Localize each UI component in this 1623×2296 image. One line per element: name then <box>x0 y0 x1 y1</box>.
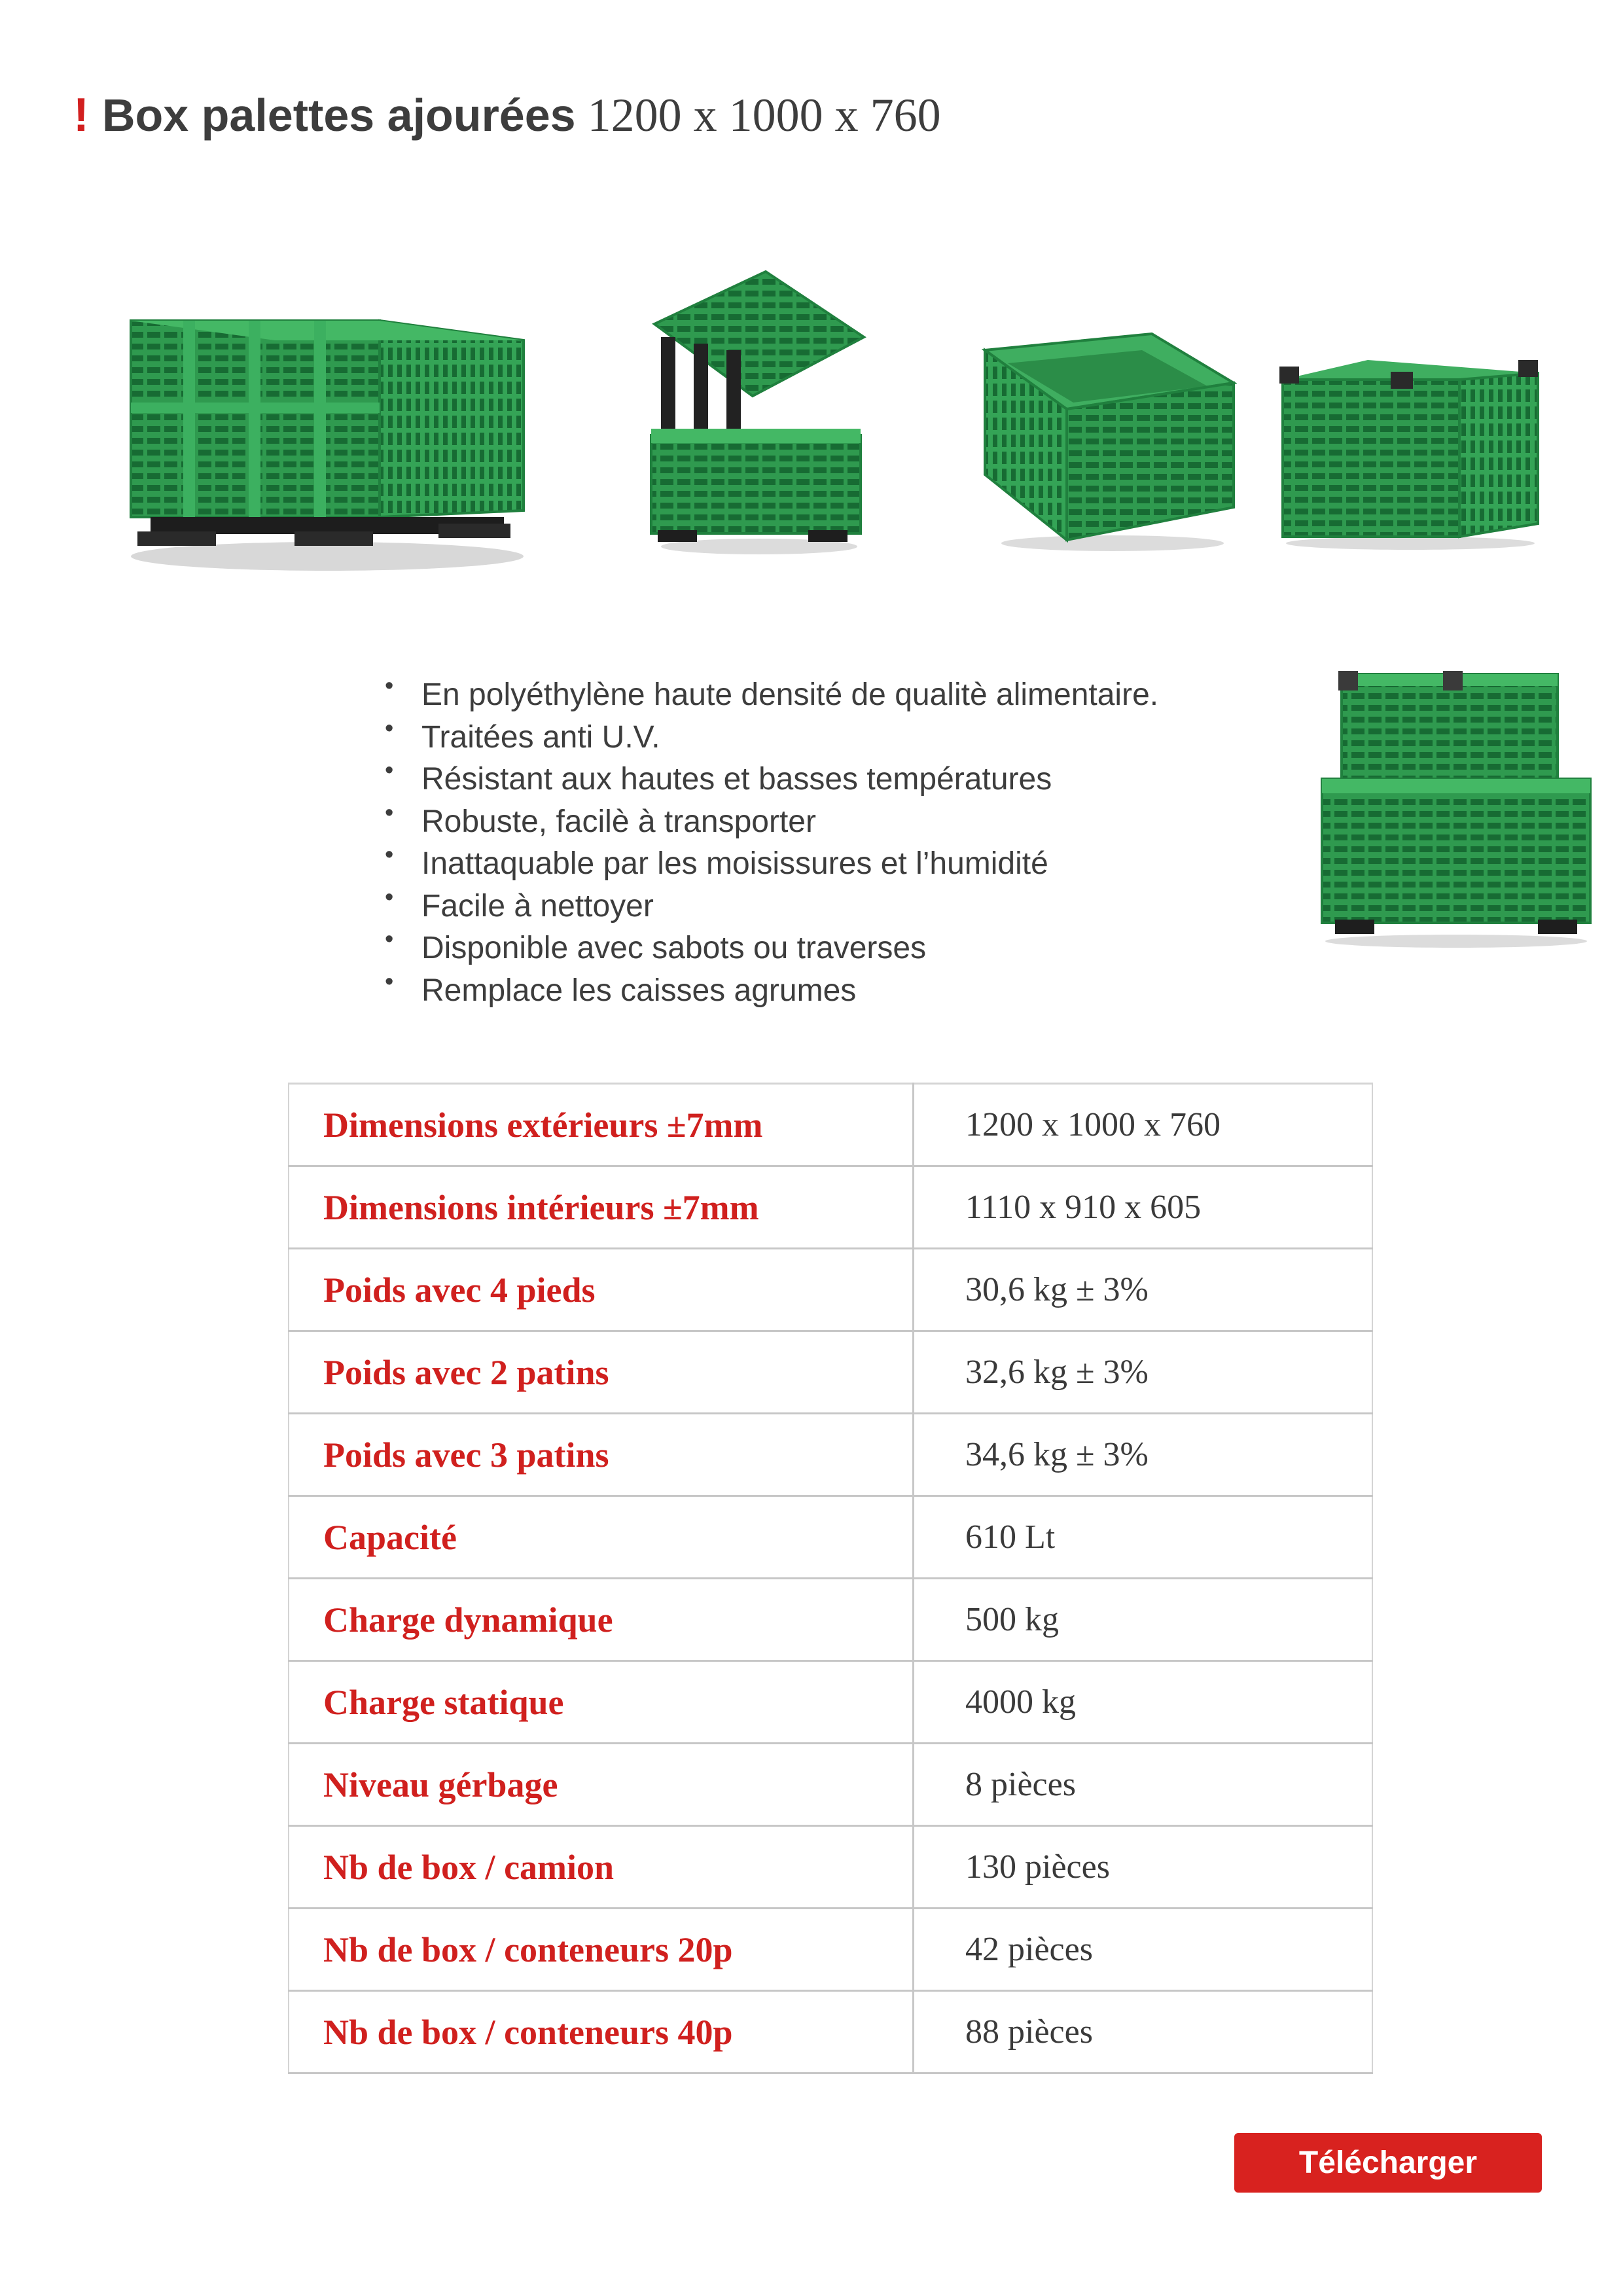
spec-label: Nb de box / conteneurs 40p <box>289 1991 914 2073</box>
table-row <box>289 1579 1372 1661</box>
table-row <box>289 1661 1372 1744</box>
download-button[interactable]: Télécharger <box>1234 2133 1542 2193</box>
spec-value: 1110 x 910 x 605 <box>914 1166 1373 1249</box>
table-row <box>289 1744 1372 1826</box>
bullet-icon: • <box>385 714 394 742</box>
spec-label: Nb de box / conteneurs 20p <box>289 1909 914 1991</box>
table-row <box>289 1331 1372 1414</box>
table-row <box>289 1909 1372 1991</box>
feature-item: • Remplace les caisses agrumes <box>385 970 1158 1013</box>
spec-value: 34,6 kg ± 3% <box>914 1414 1373 1496</box>
table-row <box>289 1166 1372 1249</box>
feature-item: • Traitées anti U.V. <box>385 717 1158 759</box>
spec-value: 4000 kg <box>914 1661 1373 1744</box>
spec-value: 610 Lt <box>914 1496 1373 1579</box>
spec-value: 32,6 kg ± 3% <box>914 1331 1373 1414</box>
feature-item: • Facile à nettoyer <box>385 886 1158 928</box>
product-photo-box <box>111 295 537 576</box>
spec-value: 130 pièces <box>914 1826 1373 1909</box>
spec-label: Poids avec 3 patins <box>289 1414 914 1496</box>
page-title <box>73 88 941 160</box>
product-photo-folded <box>641 265 877 556</box>
bullet-icon: • <box>385 798 394 827</box>
table-row <box>289 1991 1372 2073</box>
table-row <box>289 1496 1372 1579</box>
product-photo-top <box>982 331 1237 553</box>
product-photo-feet <box>1276 353 1544 550</box>
spec-value: 500 kg <box>914 1579 1373 1661</box>
bullet-icon: • <box>385 672 394 700</box>
spec-label: Dimensions intérieurs ±7mm <box>289 1166 914 1249</box>
feature-item: • Inattaquable par les moisissures et l’humidité <box>385 843 1158 886</box>
spec-label: Poids avec 4 pieds <box>289 1249 914 1331</box>
feature-item: • Disponible avec sabots ou traverses <box>385 927 1158 970</box>
spec-label: Poids avec 2 patins <box>289 1331 914 1414</box>
bullet-icon: • <box>385 841 394 869</box>
spec-value: 42 pièces <box>914 1909 1373 1991</box>
title-main: Box palettes ajourées <box>101 90 576 141</box>
table-row <box>289 1249 1372 1331</box>
table-row <box>289 1084 1372 1166</box>
spec-label: Dimensions extérieurs ±7mm <box>289 1084 914 1166</box>
spec-table <box>288 1083 1373 2074</box>
bullet-icon: • <box>385 883 394 911</box>
bullet-icon: • <box>385 925 394 953</box>
bullet-icon: • <box>385 757 394 784</box>
spec-value: 8 pièces <box>914 1744 1373 1826</box>
feature-item: • Résistant aux hautes et basses températures <box>385 759 1158 801</box>
spec-value: 30,6 kg ± 3% <box>914 1249 1373 1331</box>
feature-item: • En polyéthylène haute densité de qualitè alimentaire. <box>385 674 1158 717</box>
table-row <box>289 1826 1372 1909</box>
bullet-icon: • <box>385 967 394 996</box>
table-row <box>289 1414 1372 1496</box>
spec-label: Nb de box / camion <box>289 1826 914 1909</box>
spec-label: Capacité <box>289 1496 914 1579</box>
feature-item: • Robuste, facilè à transporter <box>385 801 1158 844</box>
product-photo-stacked <box>1315 668 1597 949</box>
spec-value: 1200 x 1000 x 760 <box>914 1084 1373 1166</box>
spec-label: Charge statique <box>289 1661 914 1744</box>
spec-label: Niveau gérbage <box>289 1744 914 1826</box>
spec-label: Charge dynamique <box>289 1579 914 1661</box>
spec-value: 88 pièces <box>914 1991 1373 2073</box>
feature-list <box>385 674 1158 1012</box>
title-dimensions: 1200 x 1000 x 760 <box>587 89 941 141</box>
title-mark: ! <box>73 89 89 141</box>
